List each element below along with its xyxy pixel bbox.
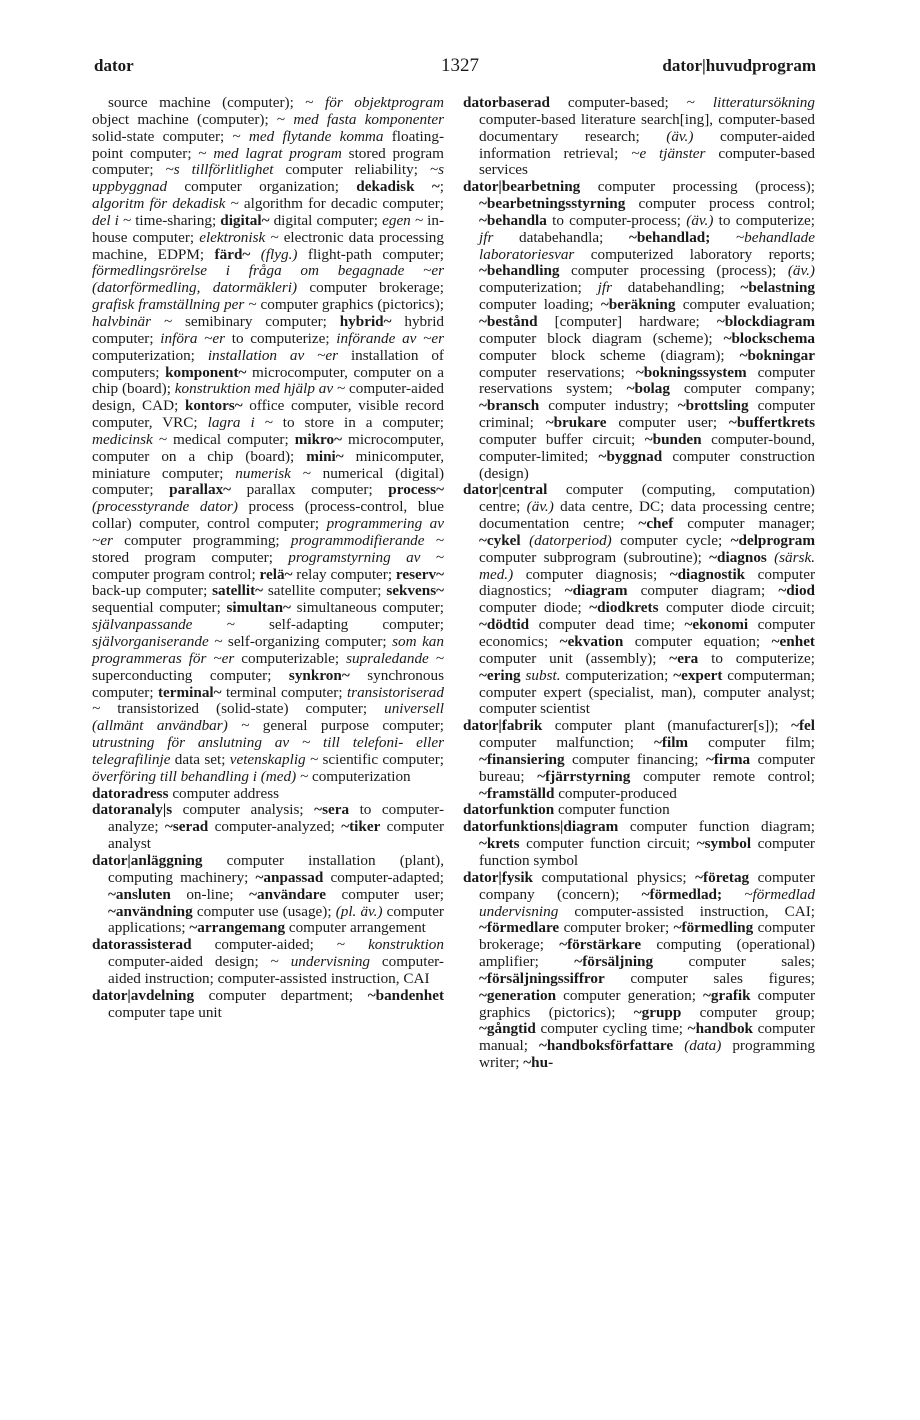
running-head-right: dator|huvudprogram: [662, 56, 816, 75]
dictionary-entry: datoranaly|s computer analysis; ~sera to computer-analyze; ~serad computer-analyzed; ~tiker computer analyst: [92, 801, 445, 853]
dictionary-entry: datorassisterad computer-aided; ~ konstruktion computer-aided design; ~ undervisning computer-aided instruction; computer-assisted instruction, CAI: [92, 936, 444, 987]
dictionary-entry: datorbaserad computer-based; ~ litteratursökning computer-based literature search[ing], computer-based documentary research; (äv.) computer-aided information retrieval; ~e tjänster computer-based services: [463, 94, 816, 179]
dictionary-entry: dator|anläggning computer installation (plant), computing machinery; ~anpassad computer-adapted; ~ansluten on-line; ~användare computer user; ~användning computer use (usage); (pl. äv.) computer applications; ~arrangemang computer arrangement: [92, 851, 444, 937]
page-number: 1327: [441, 55, 479, 76]
dictionary-entry: dator|bearbetning computer processing (process); ~bearbetningsstyrning computer process control; ~behandla to computer-process; (äv.) to computerize; jfr databehandla; ~behandlad; ~behandlade laboratoriesvar computerized laboratory reports; ~behandling computer processing (process); (äv.) computerization; jfr databehandling; ~belastning computer loading; ~beräkning computer evaluation; ~bestånd [computer] hardware; ~blockdiagram computer block diagram (scheme); ~blockschema computer block scheme (diagram); ~bokningar computer reservations; ~bokningssystem computer reservations system; ~bolag computer company; ~bransch computer industry; ~brottsling computer criminal; ~brukare computer user; ~buffertkrets computer buffer circuit; ~bunden computer-bound, computer-limited; ~byggnad computer construction (design): [463, 178, 815, 482]
dictionary-entry: datorfunktion computer function: [463, 801, 670, 819]
dictionary-entry: datorfunktions|diagram computer function diagram; ~krets computer function circuit; ~symbol computer function symbol: [463, 818, 815, 869]
dictionary-entry: dator|central computer (computing, computation) centre; (äv.) data centre, DC; data processing centre; documentation centre; ~chef computer manager; ~cykel (datorperiod) computer cycle; ~delprogram computer subprogram (subroutine); ~diagnos (särsk. med.) computer diagnosis; ~diagnostik computer diagnostics; ~diagram computer diagram; ~diod computer diode; ~diodkrets computer diode circuit; ~dödtid computer dead time; ~ekonomi computer economics; ~ekvation computer equation; ~enhet computer unit (assembly); ~era to computerize; ~ering subst. computerization; ~expert computerman; computer expert (specialist, man), computer analyst; computer scientist: [463, 481, 816, 718]
dictionary-entry: dator|avdelning computer department; ~bandenhet computer tape unit: [92, 986, 444, 1021]
running-head-left: dator: [94, 56, 134, 75]
dictionary-entry: dator|fysik computational physics; ~företag computer company (concern); ~förmedlad; ~förmedlad undervisning computer-assisted instruction, CAI; ~förmedlare computer broker; ~förmedling computer brokerage; ~förstärkare computing (operational) amplifier; ~försäljning computer sales; ~försäljningssiffror computer sales figures; ~generation computer generation; ~grafik computer graphics (pictorics); ~grupp computer group; ~gångtid computer cycling time; ~handbok computer manual; ~handboksförfattare (data) programming writer; ~hu-: [463, 868, 816, 1072]
left-column: [92, 95, 444, 1021]
dictionary-entry: dator|fabrik computer plant (manufacturer[s]); ~fel computer malfunction; ~film computer film; ~finansiering computer financing; ~firma computer bureau; ~fjärrstyrning computer remote control; ~framställd computer-produced: [463, 717, 815, 802]
dictionary-entry: source machine (computer); ~ för objektprogram object machine (computer); ~ med fasta komponenter solid-state computer; ~ med flytande komma floating-point computer; ~ med lagrat program stored program computer; ~s tillförlitlighet computer reliability; ~s uppbyggnad computer organization; dekadisk ~; algoritm för dekadisk ~ algorithm for decadic computer; del i ~ time-sharing; digital~ digital computer; egen ~ in-house computer; elektronisk ~ electronic data processing machine, EDPM; färd~ (flyg.) flight-path computer; förmedlingsrörelse i fråga om begagnade ~er (datorförmedling, datormäkleri) computer brokerage; grafisk framställning per ~ computer graphics (pictorics); halvbinär ~ semibinary computer; hybrid~ hybrid computer; införa ~er to computerize; införande av ~er computerization; installation av ~er installation of computers; komponent~ microcomputer, computer on a chip (board); konstruktion med hjälp av ~ computer-aided design, CAD; kontors~ office computer, visible record computer, VRC; lagra i ~ to store in a computer; medicinsk ~ medical computer; mikro~ microcomputer, computer on a chip (board); mini~ minicomputer, miniature computer; numerisk ~ numerical (digital) computer; parallax~ parallax computer; process~ (processtyrande dator) process (process-control, blue collar) computer, control computer; programmering av ~er computer programming; programmodifierande ~ stored program computer; programstyrning av ~ computer program control; relä~ relay computer; reserv~ back-up computer; satellit~ satellite computer; sekvens~ sequential computer; simultan~ simultaneous computer; självanpassande ~ self-adapting computer; självorganiserande ~ self-organizing computer; som kan programmeras för ~er computerizable; supraledande ~ superconducting computer; synkron~ synchronous computer; terminal~ terminal computer; transistoriserad ~ transistorized (solid-state) computer; universell (allmänt användbar) ~ general purpose computer; utrustning för anslutning av ~ till telefoni- eller telegrafilinje data set; vetenskaplig ~ scientific computer; överföring till behandling i (med) ~ computerization: [92, 94, 445, 785]
right-column: [463, 95, 815, 1072]
dictionary-entry: datoradress computer address: [92, 784, 280, 802]
